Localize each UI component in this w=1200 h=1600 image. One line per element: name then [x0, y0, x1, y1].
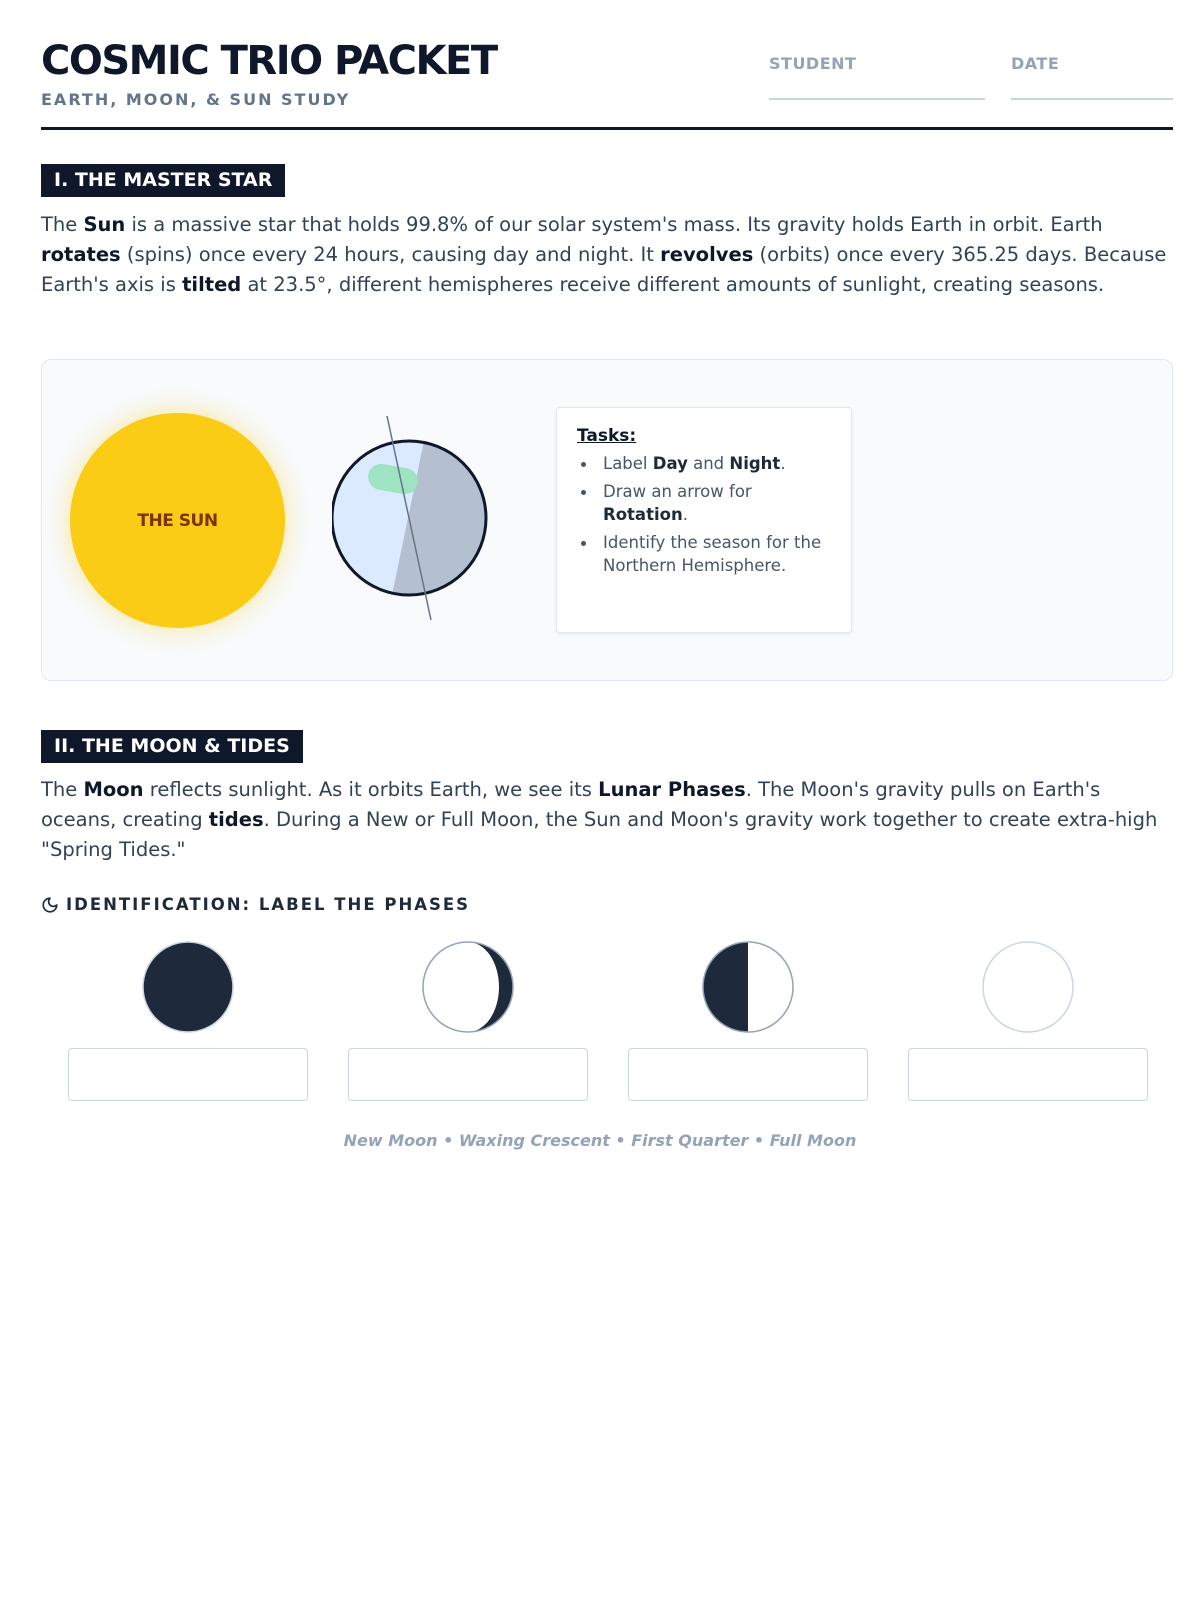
phase-first-quarter — [628, 940, 868, 1101]
phase-answer-box[interactable] — [628, 1048, 868, 1101]
phase-answer-box[interactable] — [908, 1048, 1148, 1101]
section-heading-master-star: I. THE MASTER STAR — [41, 164, 285, 197]
earth-icon[interactable] — [332, 412, 502, 624]
bold-term: Rotation — [603, 505, 683, 524]
bold-term: Night — [729, 454, 781, 473]
worksheet-header — [41, 36, 1173, 130]
tasks-title: Tasks: — [577, 426, 637, 446]
bold-term: tides — [208, 808, 264, 831]
page-title: COSMIC TRIO PACKET — [41, 38, 497, 84]
identification-heading — [41, 895, 470, 914]
task-item: Label Day and Night. — [577, 452, 831, 475]
bold-term: revolves — [660, 243, 754, 266]
tasks-list — [577, 452, 831, 577]
bold-term: Lunar Phases — [598, 778, 746, 801]
student-label: STUDENT — [769, 54, 857, 73]
moon-tides-paragraph: The Moon reflects sunlight. As it orbits Earth, we see its Lunar Phases. The Moon's gravity pulls on Earth's oceans, creating tides. During a New or Full Moon, the Sun and Moon's gravity work together to create extra-high "Spring Tides." — [41, 778, 1158, 861]
phase-full-moon — [908, 940, 1148, 1101]
sun-earth-diagram — [41, 359, 1173, 681]
phase-answer-box[interactable] — [348, 1048, 588, 1101]
moon-icon — [41, 896, 59, 914]
date-label: DATE — [1011, 54, 1060, 73]
phase-waxing-crescent — [348, 940, 588, 1101]
first-quarter-icon — [701, 940, 795, 1034]
section-heading-moon-tides: II. THE MOON & TIDES — [41, 730, 303, 763]
bold-term: Sun — [83, 213, 126, 236]
sun-label: THE SUN — [137, 510, 218, 531]
phase-new-moon — [68, 940, 308, 1101]
bold-term: Day — [652, 454, 688, 473]
page-subtitle: EARTH, MOON, & SUN STUDY — [41, 90, 351, 109]
tasks-card — [556, 407, 852, 633]
sun-illustration — [70, 413, 285, 628]
master-star-paragraph: The Sun is a massive star that holds 99.8% of our solar system's mass. Its gravity holds Earth in orbit. Earth rotates (spins) once every 24 hours, causing day and night. It revolves (orbits) once every 365.25 days. Because Earth's axis is tilted at 23.5°, different hemispheres receive different amounts of sunlight, creating seasons. — [41, 213, 1167, 296]
task-item: Identify the season for the Northern Hemisphere. — [577, 531, 831, 577]
new-moon-icon — [141, 940, 235, 1034]
waxing-crescent-icon — [421, 940, 515, 1034]
full-moon-icon — [981, 940, 1075, 1034]
bold-term: Moon — [83, 778, 144, 801]
phase-answer-box[interactable] — [68, 1048, 308, 1101]
task-item: Draw an arrow for Rotation. — [577, 480, 831, 526]
bold-term: tilted — [182, 273, 242, 296]
date-field[interactable] — [1011, 54, 1173, 100]
identification-heading-text: IDENTIFICATION: LABEL THE PHASES — [66, 895, 471, 914]
phase-word-bank: New Moon • Waxing Crescent • First Quarter • Full Moon — [343, 1131, 857, 1150]
bold-term: rotates — [41, 243, 121, 266]
student-field[interactable] — [769, 54, 985, 100]
